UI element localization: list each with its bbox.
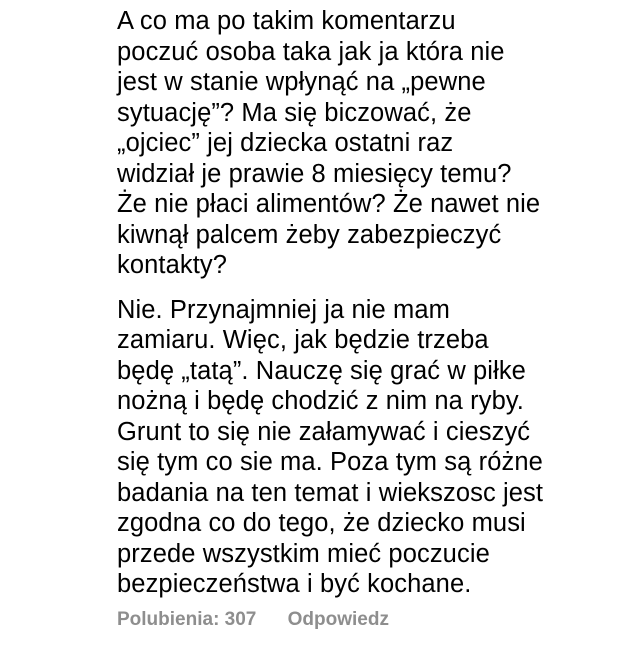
comment-footer	[117, 609, 389, 631]
comment-paragraph-1: A co ma po takim komentarzu poczuć osoba taka jak ja która nie jest w stanie wpłynąć na „pewne sytuację”? Ma się biczować, że „ojciec” jej dziecka ostatni raz widział je prawie 8 miesięcy temu? Że nie płaci alimentów? Że nawet nie kiwnął palcem żeby zabezpieczyć kontakty?	[117, 7, 541, 279]
comment-body	[117, 6, 617, 600]
comment-paragraph-2: Nie. Przynajmniej ja nie mam zamiaru. Więc, jak będzie trzeba będę „tatą”. Nauczę się grać w piłke nożną i będę chodzić z nim na ryby. Grunt to się nie załamywać i cieszyć się tym co sie ma. Poza tym są różne badania na ten temat i wiekszosc jest zgodna co do tego, że dziecko musi przede wszystkim mieć poczucie bezpieczeństwa i być kochane.	[117, 295, 544, 598]
likes-count[interactable]: Polubienia: 307	[117, 609, 257, 630]
reply-button[interactable]: Odpowiedz	[287, 609, 389, 630]
